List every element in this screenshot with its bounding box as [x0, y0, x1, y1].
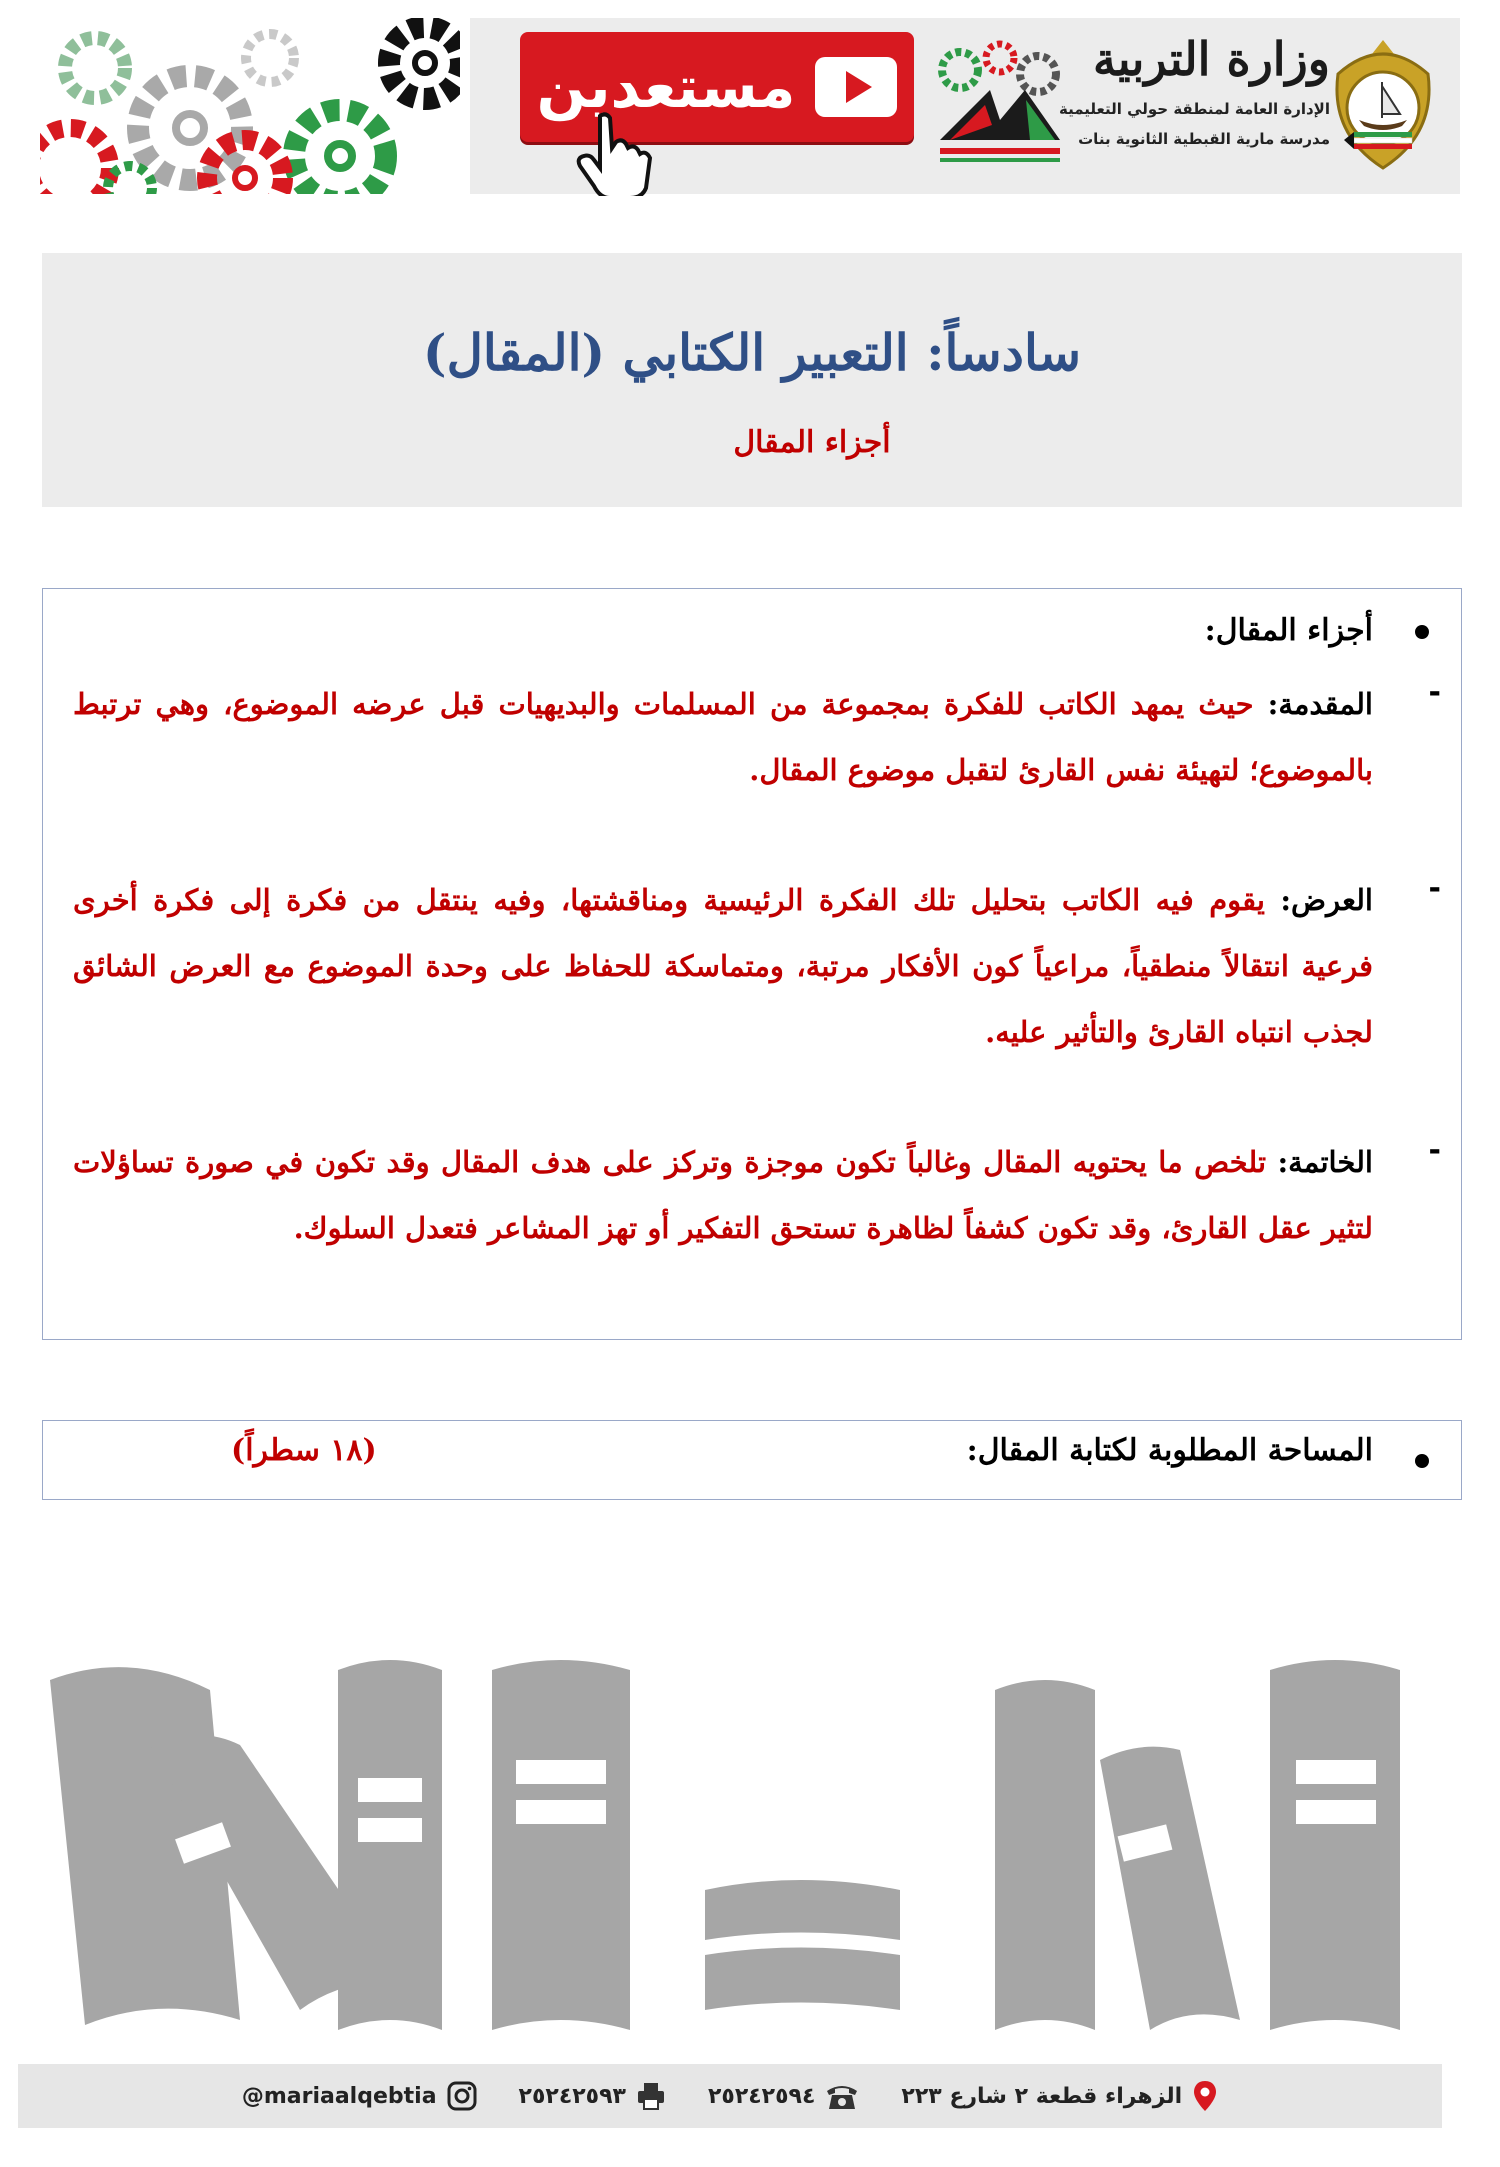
book-icon: [705, 1880, 900, 1940]
body-paragraph: [73, 867, 1373, 1065]
body-description: يقوم فيه الكاتب بتحليل تلك الفكرة الرئيسية ومناقشتها، وفيه ينتقل من فكرة إلى فكرة أخرى فرعية انتقالاً منطقياً، مراعياً كون الأفكار مرتبة، ومتماسكة للحفاظ على وحدة الموضوع مع العرض الشائق لجذب انتباه القارئ والتأثير عليه.: [73, 883, 1373, 1049]
intro-term: المقدمة:: [1267, 687, 1373, 721]
ministry-district: الإدارة العامة لمنطقة حولي التعليمية: [1058, 100, 1330, 118]
conclusion-term: الخاتمة:: [1277, 1145, 1373, 1179]
book-icon: [1270, 1660, 1400, 2030]
conclusion-paragraph: [73, 1129, 1373, 1261]
section-heading: أجزاء المقال:: [1204, 613, 1373, 648]
required-lines-count: (١٨ سطراً): [231, 1433, 377, 1468]
conclusion-description: تلخص ما يحتويه المقال وغالباً تكون موجزة وتركز على هدف المقال وقد تكون في صورة تساؤلات لتثير عقل القارئ، وقد تكون كشفاً لظاهرة تستحق التفكير أو تهز المشاعر فتعدل السلوك.: [73, 1145, 1373, 1245]
footer-bar: [18, 2064, 1442, 2128]
intro-description: حيث يمهد الكاتب للفكرة بمجموعة من المسلمات والبديهيات قبل عرضه الموضوع، وهي ترتبط بالموضوع؛ لتهيئة نفس القارئ لتقبل موضوع المقال.: [73, 687, 1373, 787]
bullet-icon: [1415, 625, 1429, 639]
printer-icon: [636, 2081, 666, 2111]
school-name: مدرسة مارية القبطية الثانوية بنات: [1078, 130, 1330, 148]
location-pin-icon: [1192, 2079, 1218, 2113]
book-icon: [705, 1948, 900, 2011]
book-icon: [995, 1680, 1095, 2030]
play-icon: [815, 57, 897, 117]
essay-parts-box: [42, 588, 1462, 1340]
header-banner: [40, 18, 1460, 194]
ministry-text: [1030, 24, 1330, 154]
footer-fax: [519, 2081, 666, 2111]
address-text: الزهراء قطعة ٢ شارع ٢٢٣: [901, 2083, 1183, 2109]
body-term: العرض:: [1280, 883, 1373, 917]
book-icon: [492, 1660, 630, 2030]
kuwait-emblem: [1324, 34, 1442, 174]
book-icon: [338, 1660, 442, 2030]
instagram-handle: @mariaalqebtia: [241, 2083, 437, 2109]
dash-marker: -: [1428, 871, 1441, 906]
footer-instagram[interactable]: [242, 2081, 477, 2111]
dash-marker: -: [1428, 1133, 1441, 1168]
title-box: [42, 253, 1462, 507]
gears-decoration: [40, 18, 460, 194]
instagram-icon: [447, 2081, 477, 2111]
page-subtitle: أجزاء المقال: [733, 425, 891, 460]
intro-paragraph: [73, 671, 1373, 803]
bullet-icon: [1415, 1454, 1429, 1468]
required-space-label: المساحة المطلوبة لكتابة المقال:: [966, 1433, 1373, 1468]
page-title: سادساً: التعبير الكتابي (المقال): [422, 323, 1082, 382]
book-icon: [1100, 1747, 1240, 2030]
phone-number: ٢٥٢٤٢٥٩٤: [707, 2083, 816, 2109]
dash-marker: -: [1428, 675, 1441, 710]
ready-button-label: مستعدين: [536, 53, 796, 121]
required-space-box: [42, 1420, 1462, 1500]
telephone-icon: [825, 2081, 859, 2111]
hand-cursor-icon: [570, 106, 660, 196]
fax-number: ٢٥٢٤٢٥٩٣: [518, 2083, 626, 2109]
ministry-name: وزارة التربية: [1093, 32, 1330, 86]
books-decoration: [40, 1650, 1460, 2040]
footer-address: [901, 2079, 1218, 2113]
footer-phone: [708, 2081, 859, 2111]
